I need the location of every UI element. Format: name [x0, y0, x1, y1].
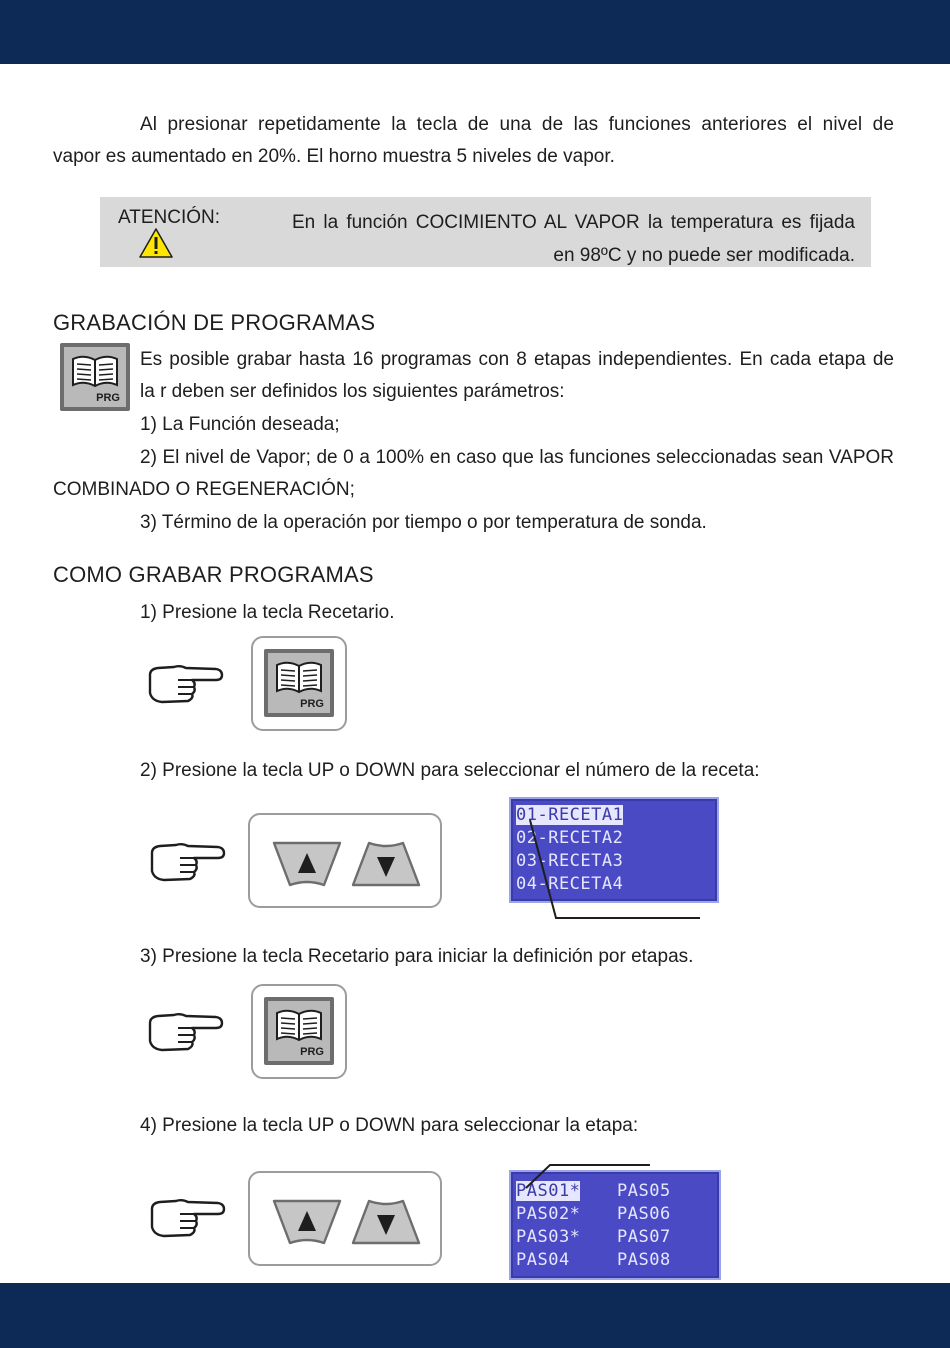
- section1-item-2-line-1: 2) El nivel de Vapor; de 0 a 100% en caso que las funciones seleccionadas sean VAPOR: [140, 447, 894, 468]
- section-title-como-grabar: COMO GRABAR PROGRAMAS: [53, 562, 374, 587]
- step-2-text: 2) Presione la tecla UP o DOWN para seleccionar el número de la receta:: [140, 760, 760, 781]
- lcd-step-item: PAS06: [617, 1204, 671, 1224]
- attention-text: [292, 206, 855, 272]
- lcd-step-item: PAS02*: [516, 1204, 581, 1224]
- section1-item-2-line-2: COMBINADO O REGENERACIÓN;: [53, 479, 355, 500]
- lcd-step-item: PAS05: [617, 1181, 671, 1201]
- recetario-key-2[interactable]: [264, 997, 334, 1065]
- lcd-step-item: PAS07: [617, 1227, 671, 1247]
- up-arrow-key[interactable]: [270, 1197, 344, 1247]
- step-4-text: 4) Presione la tecla UP o DOWN para seleccionar la etapa:: [140, 1115, 639, 1136]
- lcd-recipe-selected: 01-RECETA1: [516, 805, 624, 825]
- callout-line: [518, 1160, 658, 1190]
- book-icon: [272, 1005, 326, 1049]
- pointing-hand-icon: [148, 663, 224, 705]
- intro-line-2: vapor es aumentado en 20%. El horno muestra 5 niveles de vapor.: [53, 146, 615, 167]
- pointing-hand-icon: [150, 1197, 226, 1239]
- pointing-hand-icon: [150, 841, 226, 883]
- recetario-key-2-label: PRG: [300, 1046, 324, 1058]
- section1-item-1: 1) La Función deseada;: [140, 414, 340, 435]
- attention-text-line-1: En la función COCIMIENTO AL VAPOR la temperatura es fijada: [292, 212, 855, 233]
- book-icon: [68, 351, 122, 395]
- down-arrow-key[interactable]: [349, 839, 423, 889]
- prg-key-label: PRG: [96, 392, 120, 404]
- recetario-key-frame-2: [251, 984, 347, 1079]
- section1-line-2: la r deben ser definidos los siguientes parámetros:: [140, 381, 565, 402]
- up-down-keys-frame-2: [248, 1171, 442, 1266]
- lcd-step-selected: PAS01*: [516, 1181, 581, 1201]
- up-down-keys-frame-1: [248, 813, 442, 908]
- callout-line: [520, 812, 720, 922]
- step-3-text: 3) Presione la tecla Recetario para iniciar la definición por etapas.: [140, 946, 694, 967]
- recetario-key-frame-1: [251, 636, 347, 731]
- lcd-recipe-row: 03-RECETA3: [516, 851, 624, 871]
- lcd-recipe-row: 04-RECETA4: [516, 874, 624, 894]
- lcd-step-item: PAS04: [516, 1250, 570, 1270]
- lcd-recipe-row: 02-RECETA2: [516, 828, 624, 848]
- section-title-grabacion: GRABACIÓN DE PROGRAMAS: [53, 310, 376, 335]
- header-band: [0, 0, 950, 64]
- up-arrow-key[interactable]: [270, 839, 344, 889]
- attention-label: ATENCIÓN:: [118, 207, 221, 228]
- lcd-step-item: PAS03*: [516, 1227, 581, 1247]
- recetario-key-1[interactable]: [264, 649, 334, 717]
- intro-line-1: Al presionar repetidamente la tecla de una de las funciones anteriores el nivel de: [140, 114, 894, 135]
- attention-box: [100, 197, 871, 267]
- pointing-hand-icon: [148, 1011, 224, 1053]
- recetario-key-1-label: PRG: [300, 698, 324, 710]
- down-arrow-key[interactable]: [349, 1197, 423, 1247]
- section1-item-3: 3) Término de la operación por tiempo o por temperatura de sonda.: [140, 512, 707, 533]
- lcd-step-item: PAS08: [617, 1250, 671, 1270]
- step-1-text: 1) Presione la tecla Recetario.: [140, 602, 395, 623]
- book-icon: [272, 657, 326, 701]
- prg-key-icon: [60, 343, 130, 411]
- warning-icon: [138, 227, 174, 259]
- section1-line-1: Es posible grabar hasta 16 programas con 8 etapas independientes. En cada etapa de: [140, 349, 894, 370]
- footer-band: [0, 1283, 950, 1348]
- attention-text-line-2: en 98ºC y no puede ser modificada.: [553, 245, 855, 266]
